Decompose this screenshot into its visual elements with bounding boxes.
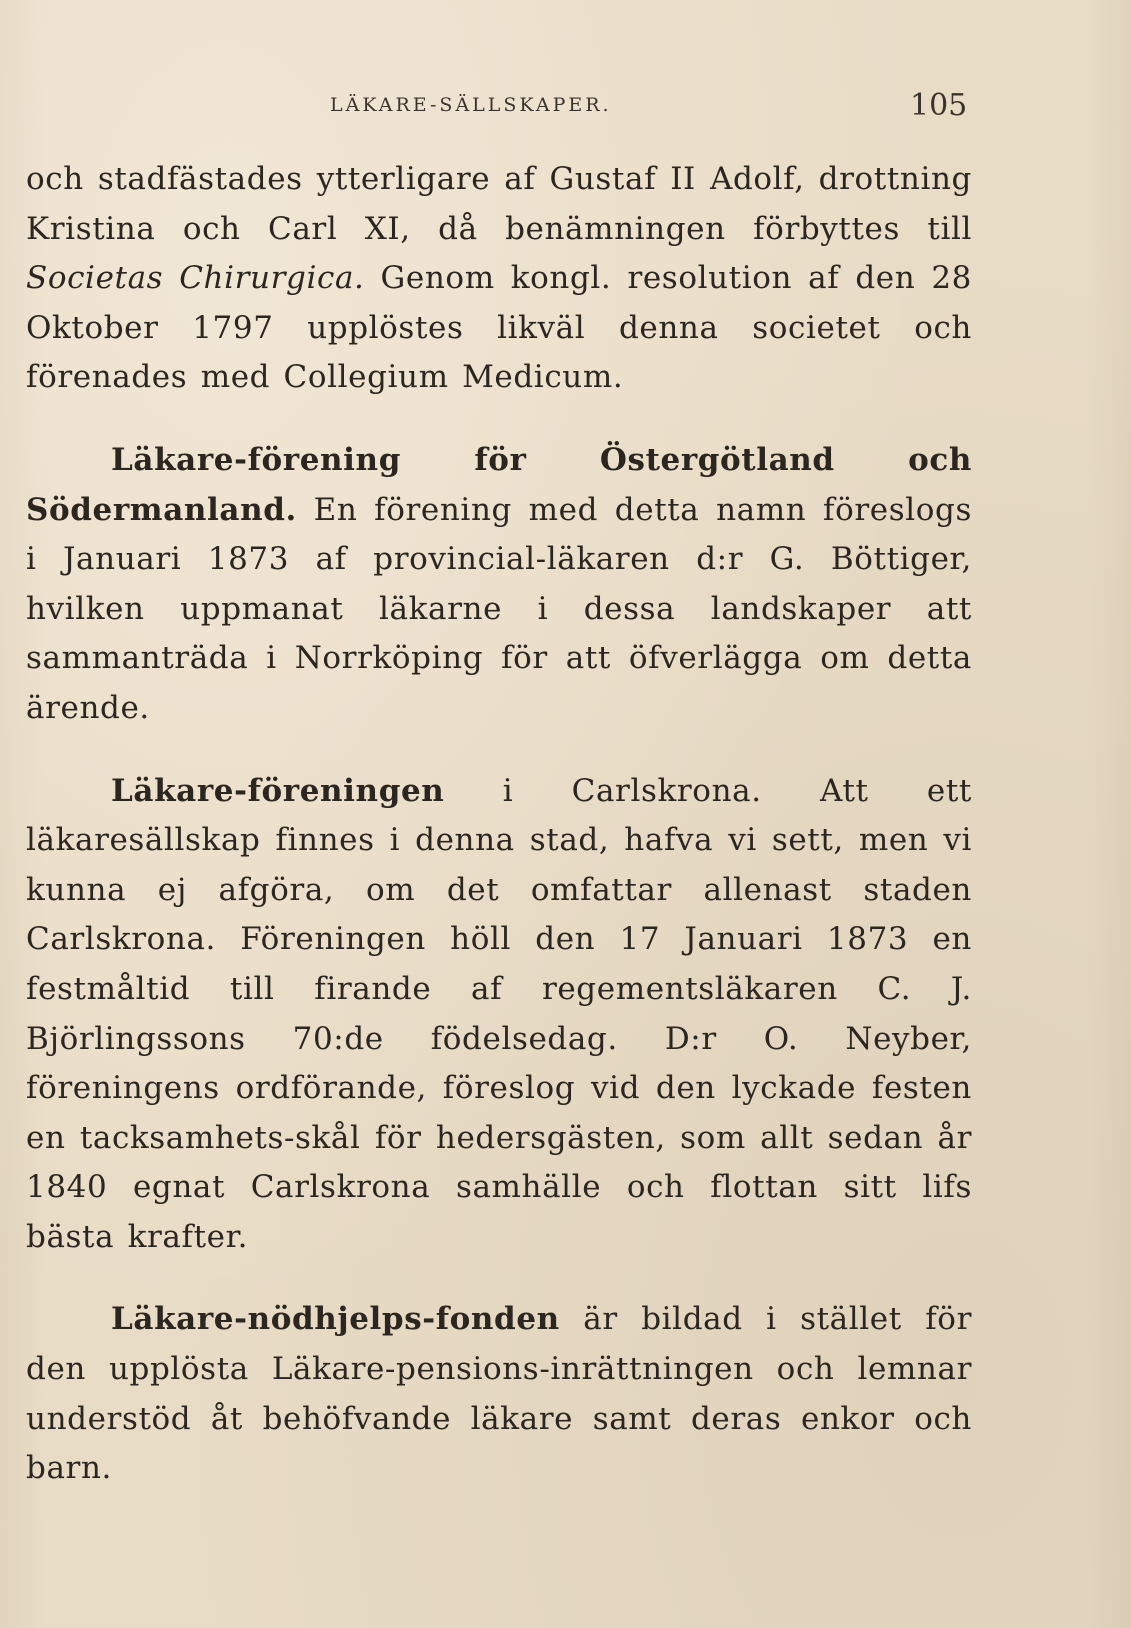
paragraph-text: är bildad i stället för den upplösta Läkare-pensions-inrättningen och lemnar understöd åt behöfvande läkare samt deras enkor och barn. bbox=[26, 1301, 972, 1487]
body-text bbox=[26, 155, 972, 1494]
entry-heading: Läkare-föreningen bbox=[111, 772, 445, 809]
page-number: 105 bbox=[910, 88, 968, 123]
running-head bbox=[0, 88, 1131, 128]
paragraph-ostergotland bbox=[26, 436, 972, 734]
entry-heading: Läkare-förening för Östergötland och Södermanland. bbox=[26, 441, 972, 528]
paragraph-text: En förening med detta namn föreslogs i Januari 1873 af provincial-läkaren d:r G. Böttiger, hvilken uppmanat läkarne i dessa landskaper att sammanträda i Norrköping för att öfverlägga om detta ärende. bbox=[26, 491, 972, 726]
paragraph-nodhjelps-fonden bbox=[26, 1295, 972, 1493]
paragraph-societas-chirurgica bbox=[26, 155, 972, 403]
paragraph-text: och stadfästades ytterligare af Gustaf II Adolf, drottning Kristina och Carl XI, då benämningen förbyttes till bbox=[26, 161, 972, 247]
paragraph-carlskrona bbox=[26, 767, 972, 1263]
running-title: LÄKARE-SÄLLSKAPER. bbox=[330, 94, 612, 116]
paragraph-text: i Carlskrona. Att ett läkaresällskap finnes i denna stad, hafva vi sett, men vi kunna ej afgöra, om det omfattar allenast staden Carlskrona. Föreningen höll den 17 Januari 1873 en festmåltid till firande af regementsläkaren C. J. Björlingssons 70:de födelsedag. D:r O. Neyber, föreningens ordförande, föreslog vid den lyckade festen en tacksamhets-skål för hedersgästen, som allt sedan år 1840 egnat Carlskrona samhälle och flottan sitt lifs bästa krafter. bbox=[26, 772, 972, 1255]
paragraph-text: Genom kongl. resolution af den 28 Oktober 1797 upplöstes likväl denna societet och förenades med Collegium Medicum. bbox=[26, 260, 973, 396]
entry-heading: Läkare-nödhjelps-fonden bbox=[111, 1301, 560, 1338]
italic-term: Societas Chirurgica. bbox=[26, 260, 365, 297]
